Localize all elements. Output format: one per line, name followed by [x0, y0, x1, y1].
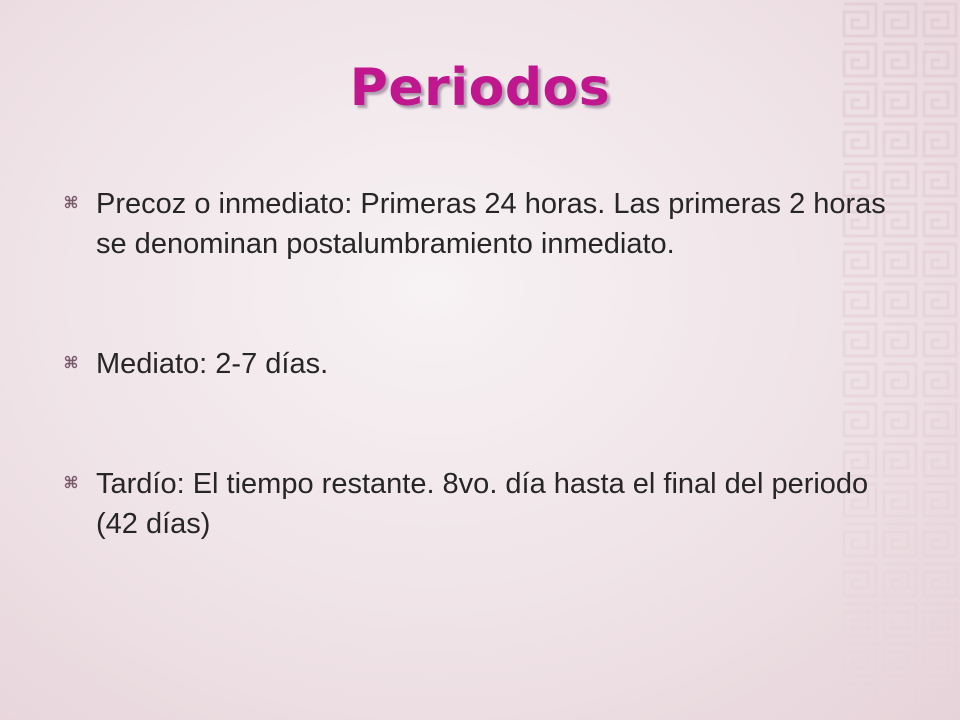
bullet-text: Precoz o inmediato: Primeras 24 horas. Las primeras 2 horas se denominan postalumbramiento inmediato.: [96, 188, 886, 260]
bullet-text: Mediato: 2-7 días.: [96, 348, 329, 380]
bullet-item: [64, 464, 904, 544]
bullet-text: Tardío: El tiempo restante. 8vo. día hasta el final del periodo (42 días): [96, 468, 869, 540]
bullet-list: [64, 184, 904, 544]
bullet-item: [64, 344, 904, 384]
slide-title: Periodos: [349, 58, 611, 118]
bullet-item: [64, 184, 904, 264]
command-key-icon: [64, 475, 78, 489]
command-key-icon: [64, 355, 78, 369]
command-key-icon: [64, 195, 78, 209]
